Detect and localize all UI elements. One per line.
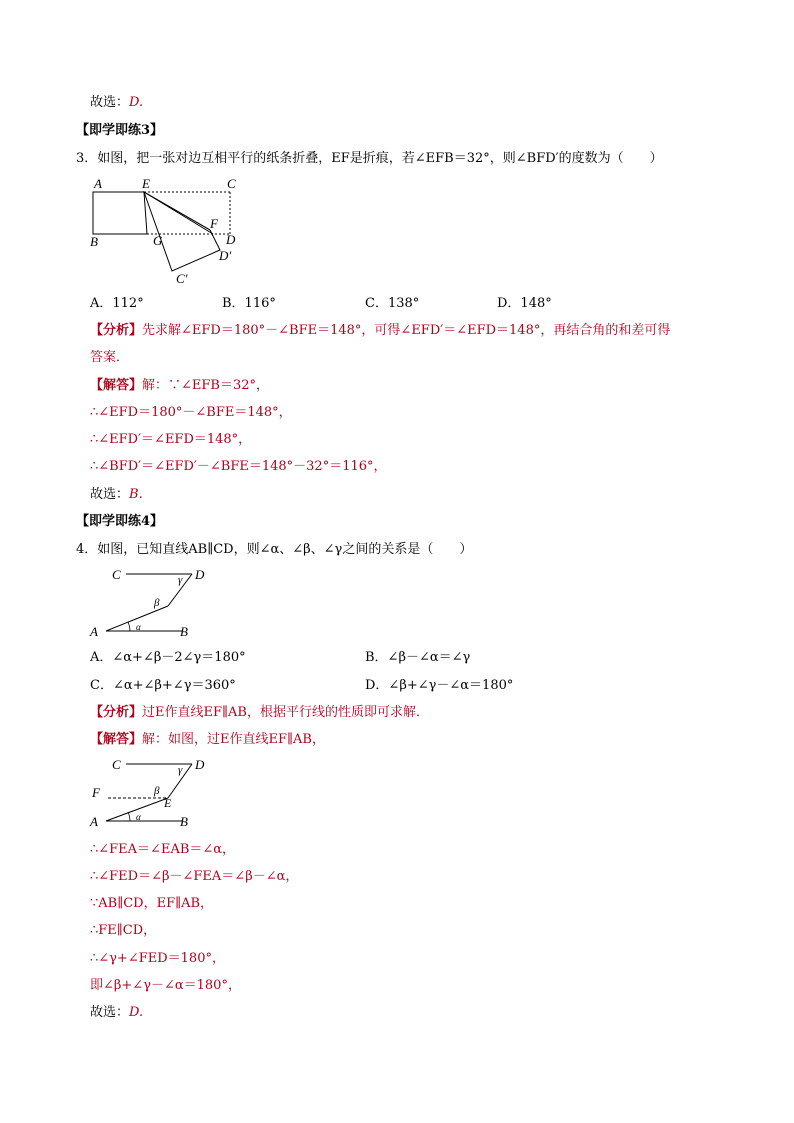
- q4-solution-line: ∵AB∥CD，EF∥AB，: [90, 896, 214, 911]
- q4-solution-line: ∴∠FEA＝∠EAB＝∠α，: [90, 842, 236, 857]
- fig4-label-C: C: [112, 567, 121, 582]
- solution-line: 解：∵∠EFB＝32°，: [142, 378, 270, 393]
- fig3-label-G: G: [153, 233, 163, 248]
- q3-solution-line: ∴∠EFD＝180°－∠BFE＝148°，: [90, 405, 292, 420]
- fig4-label-beta: β: [154, 597, 160, 609]
- choice-prefix: 故选：: [90, 487, 130, 502]
- fig4b-label-A: A: [90, 814, 98, 829]
- q3-header: 【即学即练3】: [76, 123, 164, 138]
- fig4-label-D: D: [195, 567, 205, 582]
- fig4b-label-C: C: [112, 757, 121, 772]
- q4-analysis: [90, 704, 429, 722]
- fig4-label-B: B: [180, 624, 188, 639]
- q3-analysis: [90, 322, 670, 340]
- q3-choice-line: [90, 486, 143, 504]
- fig3-label-A: A: [94, 176, 102, 191]
- q4-parallel-lines-figure: [86, 562, 216, 642]
- fig4b-label-B: B: [180, 814, 188, 829]
- q3-solution-line: ∴∠EFD′＝∠EFD＝148°，: [90, 432, 252, 447]
- q3-folded-strip-figure: [80, 172, 250, 292]
- q4-option-a: A．∠α+∠β－2∠γ＝180°: [90, 650, 246, 665]
- q4-option-d: D．∠β+∠γ－∠α＝180°: [365, 678, 514, 693]
- strip-left-rect: [93, 192, 147, 234]
- q3-solution-line: ∴∠BFD′＝∠EFD′－∠BFE＝148°－32°＝116°，: [90, 459, 387, 474]
- fig4-label-alpha: α: [136, 622, 141, 632]
- fig3-label-D-prime: D′: [219, 248, 232, 263]
- q4-header: 【即学即练4】: [76, 514, 164, 529]
- q3-option-b: B．116°: [222, 296, 276, 311]
- fig3-label-C-prime: C′: [176, 271, 188, 286]
- q3-solution-intro: [90, 377, 269, 395]
- q4-choice-line: [90, 1004, 143, 1022]
- fig4b-label-gamma: γ: [178, 764, 183, 776]
- fig4b-label-E: E: [164, 796, 172, 810]
- analysis-tag: 【分析】: [90, 705, 143, 720]
- q3-option-a: A．112°: [90, 296, 144, 311]
- choice-prefix: 故选：: [90, 1005, 130, 1020]
- fig3-label-F: F: [210, 216, 218, 231]
- fig4b-label-alpha: α: [136, 812, 141, 822]
- fig4-label-gamma: γ: [178, 574, 183, 586]
- fig3-label-C: C: [227, 176, 236, 191]
- q4-solution-line: ∴∠γ+∠FED＝180°，: [90, 951, 225, 966]
- fig4b-label-D: D: [195, 757, 205, 772]
- previous-choice-line: [90, 94, 143, 112]
- choice-answer: D.: [129, 1005, 144, 1020]
- choice-answer: D.: [129, 95, 144, 110]
- q4-solution-line: 即∠β+∠γ－∠α＝180°，: [90, 978, 241, 993]
- q4-solution-intro: [90, 731, 325, 749]
- analysis-text: 过E作直线EF∥AB，根据平行线的性质即可求解．: [142, 705, 429, 720]
- q3-analysis-line2: 答案．: [90, 350, 130, 365]
- fig4b-label-F: F: [92, 785, 100, 800]
- q4-solution-line: ∴∠FED＝∠β－∠FEA＝∠β－∠α，: [90, 869, 299, 884]
- q3-option-c: C．138°: [365, 296, 420, 311]
- solution-tag: 【解答】: [90, 732, 143, 747]
- q4-solution-line: ∴FE∥CD，: [90, 923, 157, 938]
- solution-text: 解：如图，过E作直线EF∥AB，: [142, 732, 325, 747]
- q4-option-c: C．∠α+∠β+∠γ＝360°: [90, 678, 236, 693]
- q4-solution-figure: [86, 752, 216, 832]
- fig3-label-D: D: [226, 232, 236, 247]
- q4-option-b: B．∠β－∠α＝∠γ: [365, 650, 471, 665]
- fig4-label-A: A: [90, 624, 98, 639]
- q3-option-d: D．148°: [497, 296, 552, 311]
- solution-tag: 【解答】: [90, 378, 143, 393]
- q3-stem: 3．如图，把一张对边互相平行的纸条折叠，EF是折痕，若∠EFB＝32°，则∠BFD′的度数为（ ）: [76, 151, 663, 166]
- q4-stem: 4．如图，已知直线AB∥CD，则∠α、∠β、∠γ之间的关系是（ ）: [76, 542, 473, 557]
- fig3-label-E: E: [142, 176, 150, 191]
- choice-answer: B.: [129, 487, 143, 502]
- analysis-text: 先求解∠EFD＝180°－∠BFE＝148°，可得∠EFD′＝∠EFD＝148°，再结合角的和差可得: [142, 323, 671, 338]
- fig4b-label-beta: β: [154, 785, 160, 797]
- fig3-label-B: B: [90, 234, 98, 249]
- analysis-tag: 【分析】: [90, 323, 143, 338]
- choice-prefix: 故选：: [90, 95, 130, 110]
